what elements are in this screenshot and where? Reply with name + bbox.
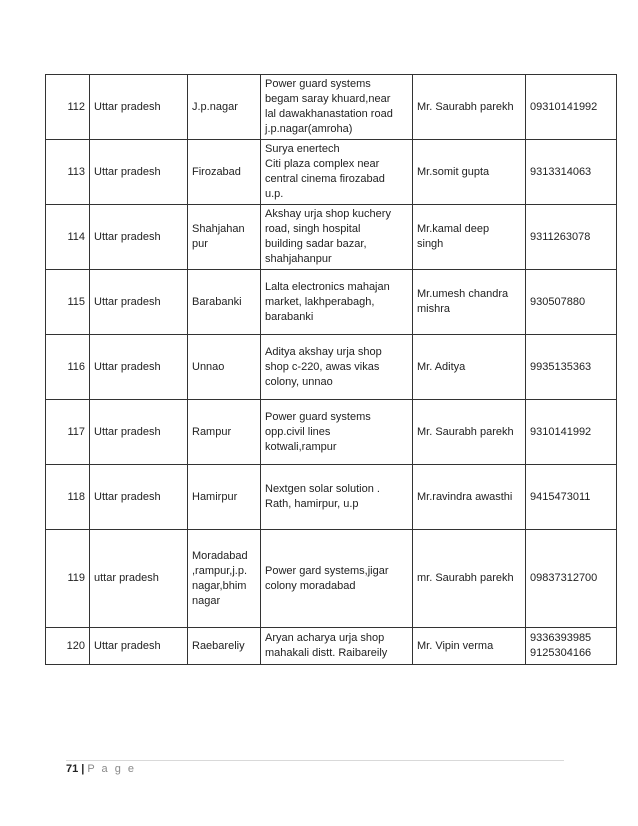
address-cell: Aditya akshay urja shop shop c-220, awas vikas colony, unnao <box>261 335 413 400</box>
phone-cell: 9415473011 <box>526 465 617 530</box>
address-cell: Power guard systems opp.civil lines kotwali,rampur <box>261 400 413 465</box>
table-row <box>46 270 617 335</box>
table-row <box>46 75 617 140</box>
contact-person-cell: Mr. Saurabh parekh <box>413 400 526 465</box>
district-cell: Raebareliy <box>188 628 261 665</box>
address-cell: Power guard systems begam saray khuard,near lal dawakhanastation road j.p.nagar(amroha) <box>261 75 413 140</box>
district-cell: Firozabad <box>188 140 261 205</box>
table-row <box>46 335 617 400</box>
district-cell: Unnao <box>188 335 261 400</box>
state-cell: Uttar pradesh <box>90 75 188 140</box>
district-cell: Moradabad ,rampur,j.p. nagar,bhim nagar <box>188 530 261 628</box>
contact-person-cell: Mr.ravindra awasthi <box>413 465 526 530</box>
table-row <box>46 465 617 530</box>
state-cell: Uttar pradesh <box>90 335 188 400</box>
contact-person-cell: Mr. Saurabh parekh <box>413 75 526 140</box>
contact-person-cell: Mr.umesh chandra mishra <box>413 270 526 335</box>
table-row <box>46 205 617 270</box>
address-cell: Surya enertech Citi plaza complex near central cinema firozabad u.p. <box>261 140 413 205</box>
address-cell: Akshay urja shop kuchery road, singh hospital building sadar bazar, shahjahanpur <box>261 205 413 270</box>
serial-number-cell: 118 <box>46 465 90 530</box>
state-cell: Uttar pradesh <box>90 465 188 530</box>
footer-separator: | <box>81 763 85 775</box>
serial-number-cell: 120 <box>46 628 90 665</box>
page-footer <box>66 763 136 775</box>
contact-person-cell: Mr. Vipin verma <box>413 628 526 665</box>
footer-divider <box>66 760 564 761</box>
phone-cell: 9311263078 <box>526 205 617 270</box>
district-cell: J.p.nagar <box>188 75 261 140</box>
district-cell: Shahjahan pur <box>188 205 261 270</box>
table-row <box>46 530 617 628</box>
serial-number-cell: 117 <box>46 400 90 465</box>
phone-cell: 9313314063 <box>526 140 617 205</box>
state-cell: uttar pradesh <box>90 530 188 628</box>
contact-person-cell: Mr. Aditya <box>413 335 526 400</box>
address-cell: Aryan acharya urja shop mahakali distt. Raibareily <box>261 628 413 665</box>
serial-number-cell: 116 <box>46 335 90 400</box>
table-row <box>46 628 617 665</box>
phone-cell: 09837312700 <box>526 530 617 628</box>
address-cell: Power gard systems,jigar colony moradabad <box>261 530 413 628</box>
district-cell: Barabanki <box>188 270 261 335</box>
table-row <box>46 140 617 205</box>
table-row <box>46 400 617 465</box>
serial-number-cell: 112 <box>46 75 90 140</box>
state-cell: Uttar pradesh <box>90 628 188 665</box>
phone-cell: 9310141992 <box>526 400 617 465</box>
contact-person-cell: Mr.somit gupta <box>413 140 526 205</box>
contact-person-cell: mr. Saurabh parekh <box>413 530 526 628</box>
serial-number-cell: 115 <box>46 270 90 335</box>
serial-number-cell: 114 <box>46 205 90 270</box>
phone-cell: 930507880 <box>526 270 617 335</box>
page-label: P a g e <box>87 763 136 775</box>
phone-cell: 09310141992 <box>526 75 617 140</box>
address-cell: Nextgen solar solution . Rath, hamirpur, u.p <box>261 465 413 530</box>
page-number: 71 <box>66 763 79 775</box>
state-cell: Uttar pradesh <box>90 140 188 205</box>
state-cell: Uttar pradesh <box>90 205 188 270</box>
dealer-table-body <box>46 75 617 665</box>
district-cell: Rampur <box>188 400 261 465</box>
phone-cell: 9336393985 9125304166 <box>526 628 617 665</box>
serial-number-cell: 113 <box>46 140 90 205</box>
district-cell: Hamirpur <box>188 465 261 530</box>
phone-cell: 9935135363 <box>526 335 617 400</box>
address-cell: Lalta electronics mahajan market, lakhperabagh, barabanki <box>261 270 413 335</box>
contact-person-cell: Mr.kamal deep singh <box>413 205 526 270</box>
dealer-table <box>45 74 617 665</box>
serial-number-cell: 119 <box>46 530 90 628</box>
state-cell: Uttar pradesh <box>90 400 188 465</box>
state-cell: Uttar pradesh <box>90 270 188 335</box>
